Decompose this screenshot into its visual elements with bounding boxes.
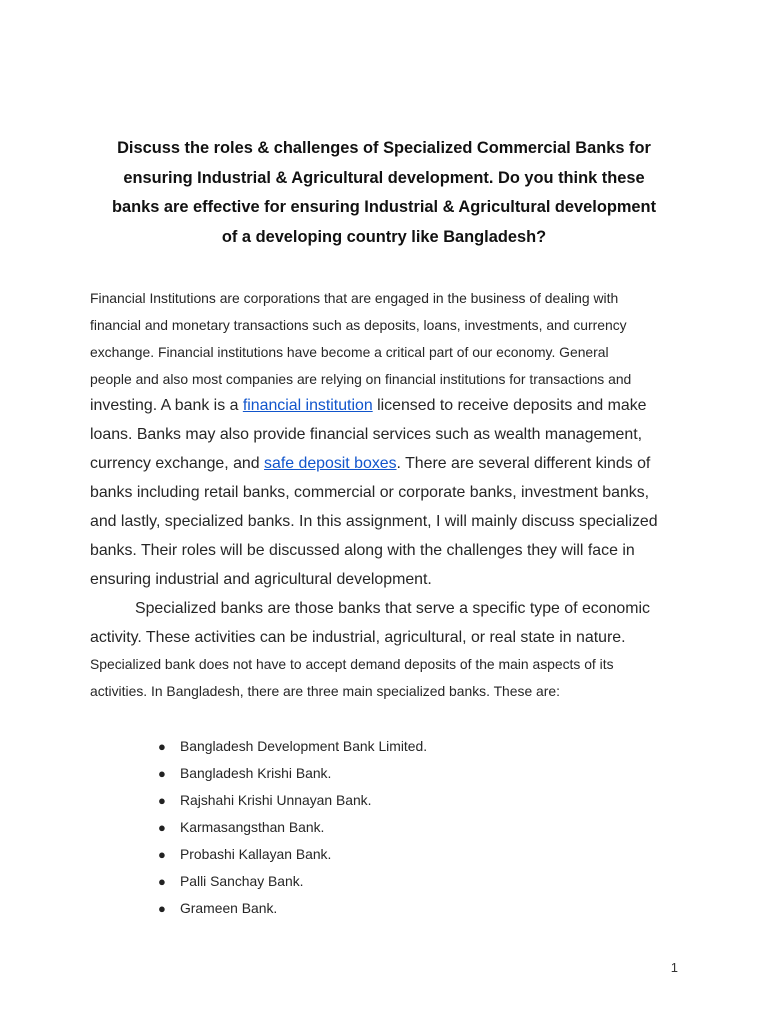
list-item-text: Grameen Bank. — [180, 900, 278, 916]
list-item-text: Karmasangsthan Bank. — [180, 819, 325, 835]
text-line: and lastly, specialized banks. In this assignment, I will mainly discuss specialized — [90, 513, 658, 530]
list-item — [158, 841, 427, 868]
title-line: ensuring Industrial & Agricultural development. Do you think these — [123, 168, 645, 187]
list-item — [158, 814, 427, 841]
title-line: of a developing country like Bangladesh? — [221, 227, 547, 246]
text-line: Financial Institutions are corporations that are engaged in the business of dealing with — [90, 290, 619, 306]
text-line — [90, 391, 658, 420]
page-number: 1 — [670, 960, 678, 975]
text-line: banks including retail banks, commercial or corporate banks, investment banks, — [90, 484, 650, 501]
text-line: Specialized banks are those banks that serve a specific type of economic — [135, 600, 650, 617]
list-item-text: Rajshahi Krishi Unnayan Bank. — [180, 792, 372, 808]
text-segment: investing. A bank is a — [90, 397, 243, 414]
list-item-text: Probashi Kallayan Bank. — [180, 846, 332, 862]
list-item — [158, 733, 427, 760]
text-line: activity. These activities can be industrial, agricultural, or real state in nature. — [90, 629, 626, 646]
text-line: ensuring industrial and agricultural development. — [90, 571, 432, 588]
bullet-icon: ● — [158, 874, 166, 889]
list-item — [158, 895, 427, 922]
text-segment: currency exchange, and — [90, 455, 265, 472]
text-line — [90, 449, 658, 478]
text-segment: . There are several different kinds of — [396, 455, 651, 472]
title-line: Discuss the roles & challenges of Specialized Commercial Banks for — [117, 139, 651, 157]
paragraph-specialized-banks — [90, 594, 650, 652]
list-item — [158, 787, 427, 814]
list-item-text: Bangladesh Development Bank Limited. — [180, 738, 428, 754]
bullet-icon: ● — [158, 847, 166, 862]
bullet-icon: ● — [158, 901, 166, 916]
bullet-icon: ● — [158, 739, 166, 754]
text-line: banks. Their roles will be discussed along with the challenges they will face in — [90, 542, 635, 559]
bullet-icon: ● — [158, 793, 166, 808]
text-line: financial and monetary transactions such as deposits, loans, investments, and currency — [90, 317, 627, 333]
list-item — [158, 868, 427, 895]
list-item-text: Bangladesh Krishi Bank. — [180, 765, 332, 781]
bullet-icon: ● — [158, 820, 166, 835]
text-line: loans. Banks may also provide financial services such as wealth management, — [90, 426, 643, 443]
text-line: activities. In Bangladesh, there are three main specialized banks. These are: — [90, 683, 560, 699]
list-item-text: Palli Sanchay Bank. — [180, 873, 304, 889]
paragraph-intro — [90, 285, 631, 393]
list-item — [158, 760, 427, 787]
title-line: banks are effective for ensuring Industrial & Agricultural development — [111, 198, 657, 216]
safe-deposit-boxes-link[interactable]: safe deposit boxes — [264, 455, 397, 472]
paragraph-bank-definition — [90, 391, 658, 594]
bullet-icon: ● — [158, 766, 166, 781]
text-line: exchange. Financial institutions have become a critical part of our economy. General — [90, 344, 609, 360]
financial-institution-link[interactable]: financial institution — [242, 397, 373, 414]
document-title — [80, 134, 688, 252]
bank-list — [158, 733, 427, 922]
paragraph-bangladesh-banks — [90, 651, 614, 705]
text-line: Specialized bank does not have to accept demand deposits of the main aspects of its — [90, 656, 614, 672]
text-line: people and also most companies are relying on financial institutions for transactions and — [90, 371, 632, 387]
text-segment: licensed to receive deposits and make — [372, 397, 647, 414]
